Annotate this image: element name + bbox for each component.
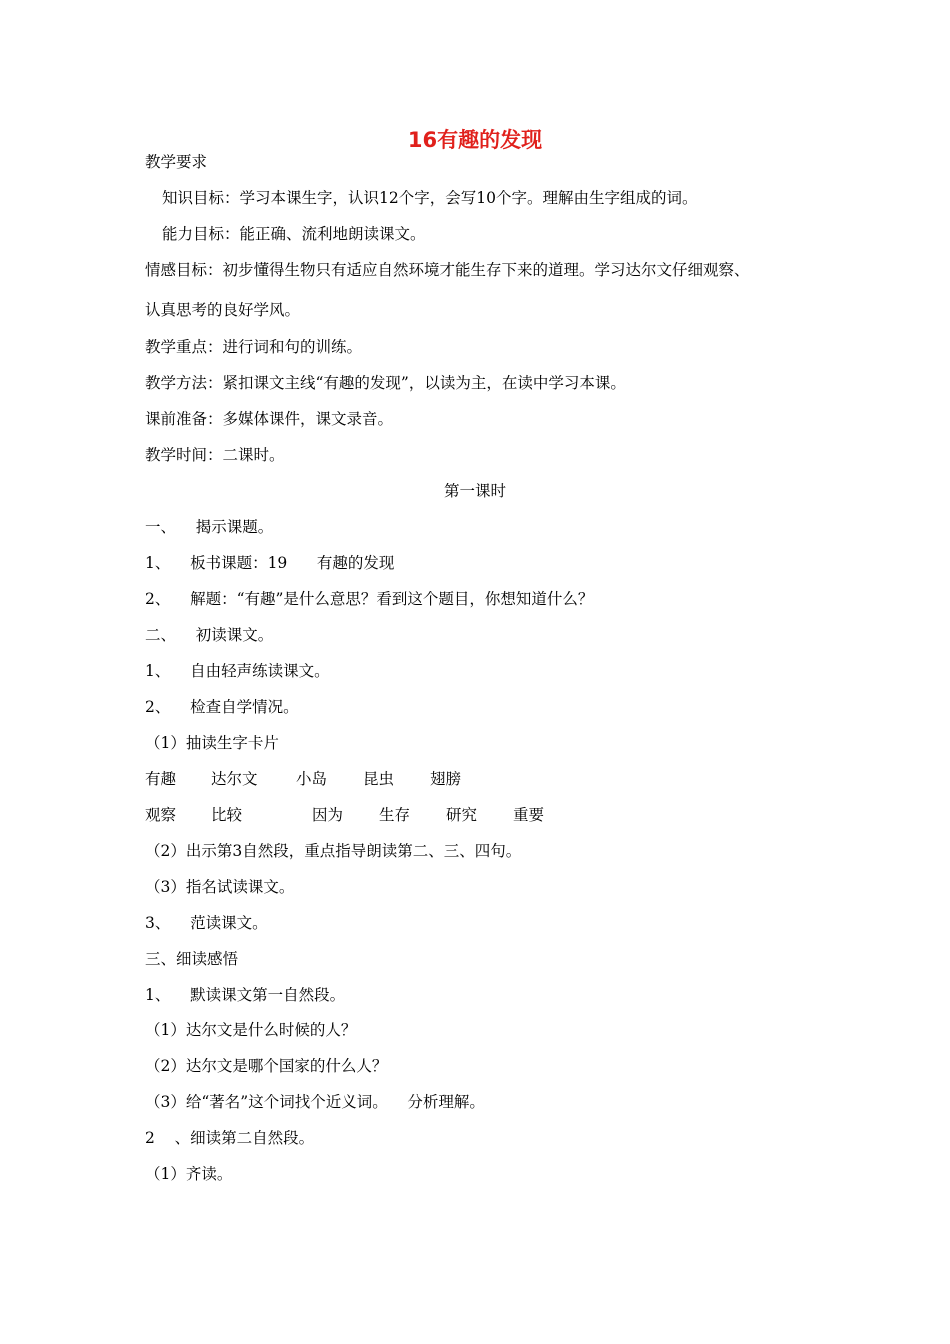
preparation: 课前准备：多媒体课件，课文录音。 — [145, 410, 394, 428]
step-2-sub-3: （3）指名试读课文。 — [145, 878, 295, 896]
knowledge-goal: 知识目标：学习本课生字，认识12个字，会写10个字。理解由生字组成的词。 — [162, 189, 698, 207]
vocab-word: 昆虫 — [363, 770, 395, 788]
vocab-word: 有趣 — [145, 770, 177, 788]
vocab-word: 观察 — [145, 806, 177, 824]
step-3-item-1: 1、 默读课文第一自然段。 — [145, 986, 346, 1004]
vocab-word: 达尔文 — [211, 770, 258, 788]
step-3-sub-2: （2）达尔文是哪个国家的什么人？ — [145, 1057, 388, 1075]
vocab-word: 研究 — [446, 806, 478, 824]
step-1-item-1: 1、 板书课题：19 有趣的发现 — [145, 554, 395, 572]
document-title: 16有趣的发现 — [407, 128, 543, 152]
step-2-sub-2: （2）出示第3自然段，重点指导朗读第二、三、四句。 — [145, 842, 522, 860]
teaching-focus: 教学重点：进行词和句的训练。 — [145, 338, 363, 356]
step-3-item-2: 2 、细读第二自然段。 — [145, 1129, 315, 1147]
emotion-goal: 情感目标：初步懂得生物只有适应自然环境才能生存下来的道理。学习达尔文仔细观察、 — [145, 261, 750, 279]
vocab-word: 翅膀 — [430, 770, 462, 788]
vocab-word: 小岛 — [296, 770, 328, 788]
emotion-goal-cont: 认真思考的良好学风。 — [145, 301, 301, 319]
step-3-sub-1: （1）达尔文是什么时候的人？ — [145, 1021, 357, 1039]
step-3-heading: 三、细读感悟 — [145, 950, 239, 968]
teaching-method: 教学方法：紧扣课文主线“有趣的发现”，以读为主，在读中学习本课。 — [145, 374, 626, 392]
step-2-sub-1: （1）抽读生字卡片 — [145, 734, 279, 752]
step-3-sub-3: （3）给“著名”这个词找个近义词。 分析理解。 — [145, 1093, 485, 1111]
vocab-word: 生存 — [379, 806, 411, 824]
lesson-heading: 第一课时 — [443, 482, 506, 500]
vocab-word: 因为 — [312, 806, 344, 824]
step-3-item-2-sub-1: （1）齐读。 — [145, 1165, 233, 1183]
step-2-item-1: 1、 自由轻声练读课文。 — [145, 662, 330, 680]
ability-goal: 能力目标：能正确、流利地朗读课文。 — [162, 225, 426, 243]
teaching-time: 教学时间：二课时。 — [145, 446, 285, 464]
vocab-word: 重要 — [513, 806, 545, 824]
step-2-item-2: 2、 检查自学情况。 — [145, 698, 299, 716]
step-1-heading: 一、 揭示课题。 — [145, 518, 274, 536]
step-2-item-3: 3、 范读课文。 — [145, 914, 268, 932]
vocab-word: 比较 — [211, 806, 243, 824]
step-2-heading: 二、 初读课文。 — [145, 626, 274, 644]
section-heading-requirements: 教学要求 — [145, 153, 208, 171]
step-1-item-2: 2、 解题：“有趣”是什么意思？看到这个题目，你想知道什么？ — [145, 590, 594, 608]
